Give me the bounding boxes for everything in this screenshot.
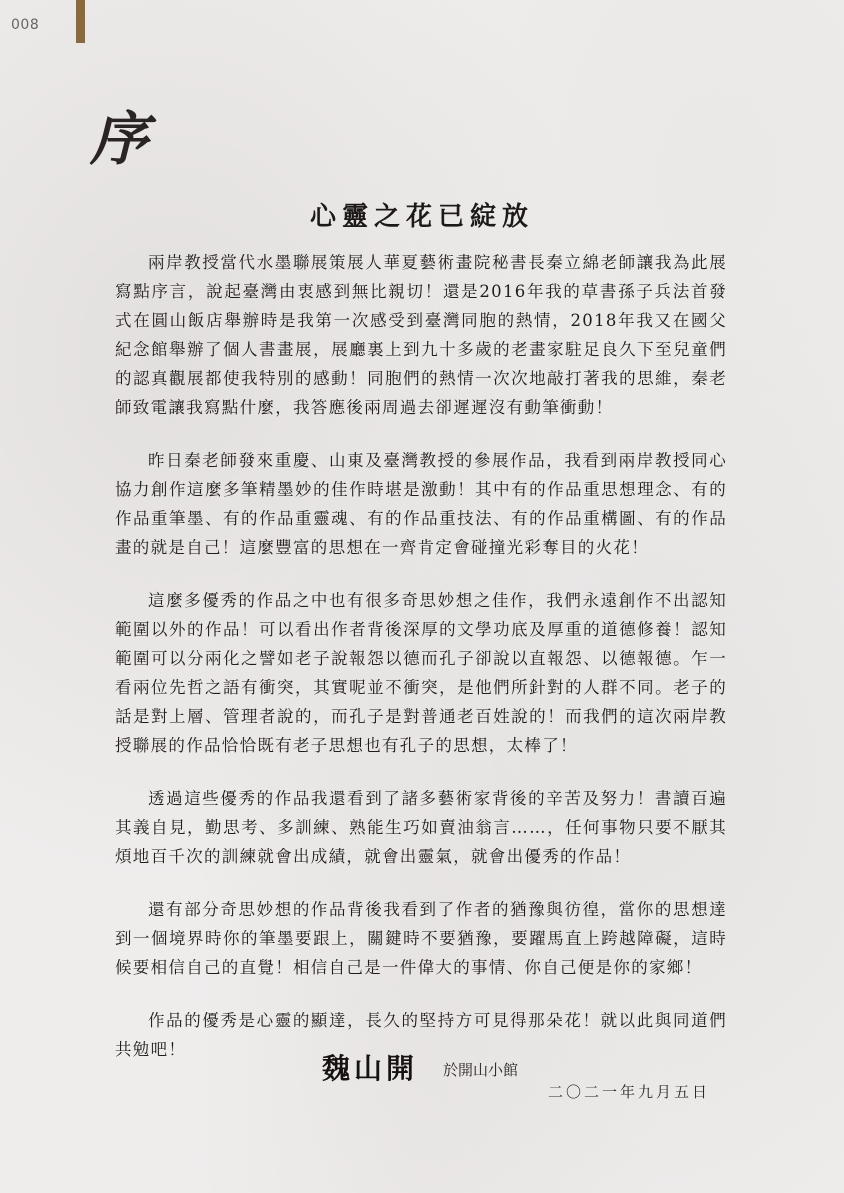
signature-date: 二〇二一年九月五日 — [548, 1083, 711, 1101]
page-number: 008 — [11, 17, 40, 33]
essay-body — [115, 248, 727, 1088]
paragraph: 還有部分奇思妙想的作品背後我看到了作者的猶豫與彷徨，當你的思想達到一個境界時你的筆墨要跟上，關鍵時不要猶豫，要躍馬直上跨越障礙，這時候要相信自己的直覺！相信自己是一件偉大的事情、你自己便是你的家鄉！ — [115, 900, 727, 977]
signature-place: 於開山小館 — [443, 1061, 519, 1079]
paragraph: 這麼多優秀的作品之中也有很多奇思妙想之佳作，我們永遠創作不出認知範圍以外的作品！可以看出作者背後深厚的文學功底及厚重的道德修養！認知範圍可以分兩化之譬如老子說報怨以德而孔子卻說以直報怨、以德報德。乍一看兩位先哲之語有衝突，其實呢並不衝突，是他們所針對的人群不同。老子的話是對上層、管理者說的，而孔子是對普通老百姓說的！而我們的這次兩岸教授聯展的作品恰恰既有老子思想也有孔子的思想，太棒了！ — [115, 591, 727, 755]
signature-name: 魏山開 — [322, 1052, 419, 1085]
preface-heading: 序 — [90, 105, 151, 173]
paragraph: 昨日秦老師發來重慶、山東及臺灣教授的參展作品，我看到兩岸教授同心協力創作這麼多筆精墨妙的佳作時堪是激動！其中有的作品重思想理念、有的作品重筆墨、有的作品重靈魂、有的作品重技法、有的作品重構圖、有的作品畫的就是自己！這麼豐富的思想在一齊肯定會碰撞光彩奪目的火花！ — [115, 451, 727, 557]
paragraph: 兩岸教授當代水墨聯展策展人華夏藝術畫院秘書長秦立綿老師讓我為此展寫點序言，說起臺灣由衷感到無比親切！還是2016年我的草書孫子兵法首發式在圓山飯店舉辦時是我第一次感受到臺灣同胞的熱情，2018年我又在國父紀念館舉辦了個人書畫展，展廳裏上到九十多歲的老畫家駐足良久下至兒童們的認真觀展都使我特別的感動！同胞們的熱情一次次地敲打著我的思維，秦老師致電讓我寫點什麼，我答應後兩周過去卻遲遲沒有動筆衝動！ — [115, 253, 727, 417]
paragraph: 作品的優秀是心靈的顯達，長久的堅持方可見得那朵花！就以此與同道們共勉吧！ — [115, 1011, 727, 1059]
gold-accent-bar — [76, 0, 85, 43]
essay-title: 心靈之花已綻放 — [309, 202, 534, 232]
paragraph: 透過這些優秀的作品我還看到了諸多藝術家背後的辛苦及努力！書讀百遍其義自見，勤思考、多訓練、熟能生巧如賣油翁言……，任何事物只要不厭其煩地百千次的訓練就會出成績，就會出靈氣，就會出優秀的作品！ — [115, 789, 727, 866]
